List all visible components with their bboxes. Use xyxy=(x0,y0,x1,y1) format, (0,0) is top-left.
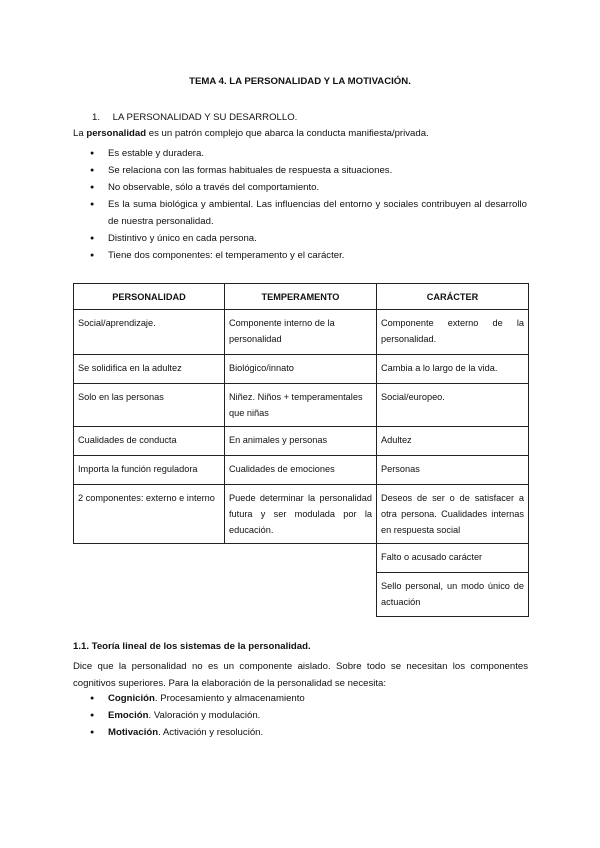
table-cell: 2 componentes: externo e interno xyxy=(74,485,225,544)
header-temperamento: TEMPERAMENTO xyxy=(225,284,377,310)
table-cell: Componente externo de la personalidad. xyxy=(377,310,529,355)
table-cell: Se solidifica en la adultez xyxy=(74,355,225,384)
table-row xyxy=(74,384,529,427)
table-cell: Cualidades de conducta xyxy=(74,427,225,456)
components-list xyxy=(90,690,305,741)
table-row xyxy=(74,427,529,456)
table-row xyxy=(74,485,529,544)
table-cell: Sello personal, un modo único de actuación xyxy=(377,573,529,617)
table-cell: Componente interno de la personalidad xyxy=(225,310,377,355)
item-term: Motivación xyxy=(108,727,159,738)
empty-cell xyxy=(225,544,377,573)
subsection-heading: 1.1. Teoría lineal de los sistemas de la personalidad. xyxy=(73,641,311,652)
item-desc: . Valoración y modulación. xyxy=(148,710,261,721)
item-desc: . Activación y resolución. xyxy=(158,727,264,738)
table-header-row xyxy=(74,284,529,310)
table-row xyxy=(74,310,529,355)
list-item: ● Es la suma biológica y ambiental. Las influencias del entorno y sociales contribuyen al desarrollo de nuestra personalidad. xyxy=(90,196,527,230)
subsection-paragraph: Dice que la personalidad no es un componente aislado. Sobre todo se necesitan los componentes cognitivos superiores. Para la elaboración de la personalidad se necesita: xyxy=(73,661,528,689)
table-cell: Niñez. Niños + temperamentales que niñas xyxy=(225,384,377,427)
table-cell: Solo en las personas xyxy=(74,384,225,427)
list-item: ● Se relaciona con las formas habituales de respuesta a situaciones. xyxy=(90,162,527,179)
table-cell: Adultez xyxy=(377,427,529,456)
section-title: LA PERSONALIDAD Y SU DESARROLLO. xyxy=(112,112,298,123)
comparison-table xyxy=(73,283,529,617)
list-item xyxy=(90,724,305,741)
intro-bold-term: personalidad xyxy=(86,128,147,139)
item-term: Cognición xyxy=(108,693,155,704)
item-term: Emoción xyxy=(108,710,149,721)
table-cell: Biológico/innato xyxy=(225,355,377,384)
list-item xyxy=(90,707,305,724)
table-row xyxy=(74,355,529,384)
table-row xyxy=(74,544,529,573)
table-cell: En animales y personas xyxy=(225,427,377,456)
empty-cell xyxy=(74,544,225,573)
intro-prefix: La xyxy=(73,128,84,139)
table-cell: Puede determinar la personalidad futura y ser modulada por la educación. xyxy=(225,485,377,544)
intro-paragraph xyxy=(73,128,429,139)
list-item: ● Tiene dos componentes: el temperamento y el carácter. xyxy=(90,247,527,264)
table-cell: Social/aprendizaje. xyxy=(74,310,225,355)
intro-rest: es un patrón complejo que abarca la conducta manifiesta/privada. xyxy=(148,128,429,139)
page-title: TEMA 4. LA PERSONALIDAD Y LA MOTIVACIÓN. xyxy=(189,76,411,87)
list-item: ● No observable, sólo a través del comportamiento. xyxy=(90,179,527,196)
list-item: ● Es estable y duradera. xyxy=(90,145,527,162)
header-personalidad: PERSONALIDAD xyxy=(74,284,225,310)
table-cell: Personas xyxy=(377,456,529,485)
item-desc: . Procesamiento y almacenamiento xyxy=(154,693,305,704)
table-row xyxy=(74,456,529,485)
empty-cell xyxy=(225,573,377,617)
characteristics-list xyxy=(90,145,527,264)
section-heading xyxy=(92,112,297,123)
section-number: 1. xyxy=(92,112,101,123)
list-item xyxy=(90,690,305,707)
table-row xyxy=(74,573,529,617)
table-cell: Social/europeo. xyxy=(377,384,529,427)
table-cell: Importa la función reguladora xyxy=(74,456,225,485)
list-item: ● Distintivo y único en cada persona. xyxy=(90,230,527,247)
table-cell: Cualidades de emociones xyxy=(225,456,377,485)
table-cell: Cambia a lo largo de la vida. xyxy=(377,355,529,384)
empty-cell xyxy=(74,573,225,617)
table-cell: Falto o acusado carácter xyxy=(377,544,529,573)
header-caracter: CARÁCTER xyxy=(377,284,529,310)
table-cell: Deseos de ser o de satisfacer a otra persona. Cualidades internas en respuesta social xyxy=(377,485,529,544)
